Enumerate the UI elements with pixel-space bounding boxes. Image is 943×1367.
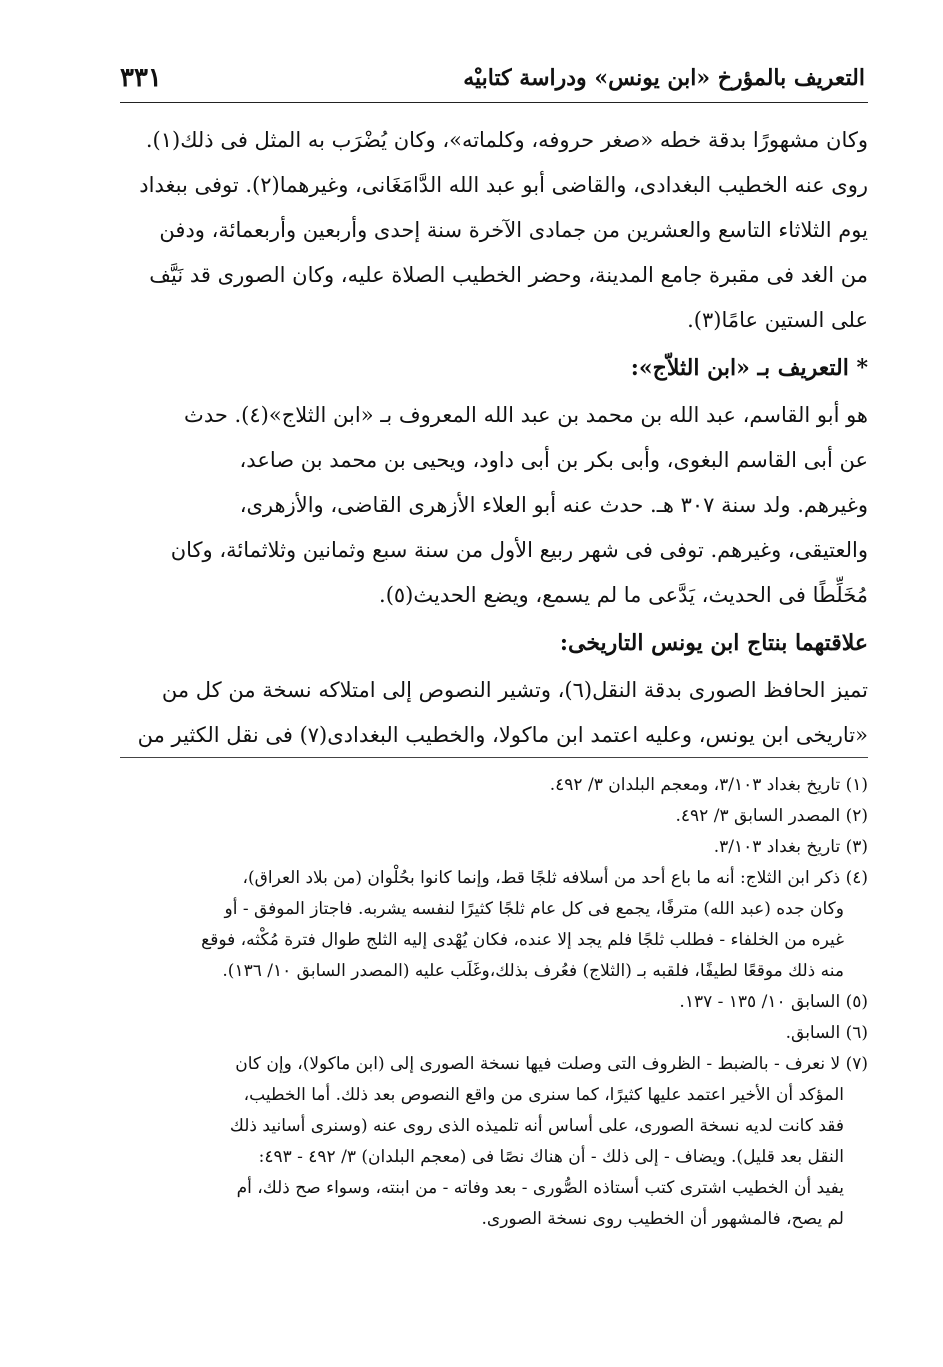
text-line: من الغد فى مقبرة جامع المدينة، وحضر الخطيب الصلاة عليه، وكان الصورى قد نَيَّف bbox=[149, 263, 868, 287]
footnotes bbox=[120, 770, 868, 1235]
footnote-line: (٧) لا نعرف - بالضبط - الظروف التى وصلت فيها نسخة الصورى إلى (ابن ماكولا)، وإن كان bbox=[235, 1054, 868, 1074]
text-line: والعتيقى، وغيرهم. توفى فى شهر ربيع الأول من سنة سبع وثمانين وثلاثمائة، وكان bbox=[170, 538, 868, 562]
text-line: مُخَلِّطًا فى الحديث، يَدَّعى ما لم يسمع، ويضع الحديث(٥). bbox=[379, 583, 868, 607]
footnote-3 bbox=[120, 832, 868, 863]
main-text bbox=[120, 118, 868, 758]
text-line: روى عنه الخطيب البغدادى، والقاضى أبو عبد الله الدَّامَغَانى، وغيرهما(٢). توفى ببغداد bbox=[139, 173, 868, 197]
footnote-line: (٢) المصدر السابق ٣/ ٤٩٢. bbox=[675, 806, 868, 826]
footnote-line: غيره من الخلفاء - فطلب ثلجًا فلم يجد إلا عنده، فكان يُهْدى إليه الثلج طوال فترة مُكْثه، فوقع bbox=[201, 930, 844, 950]
paragraph-relation bbox=[120, 668, 868, 758]
footnote-line: منه ذلك موقعًا لطيفًا، فلقبه بـ (الثلاج) فعُرف بذلك،وغَلَب عليه (المصدر السابق ١٠/ ١٣٦). bbox=[222, 961, 844, 981]
page-number: ٣٣١ bbox=[120, 63, 162, 93]
running-header bbox=[120, 58, 865, 98]
footnote-rule bbox=[120, 757, 868, 758]
footnote-line: فقد كانت لديه نسخة الصورى، على أساس أنه تلميذه الذى روى عنه (وسنرى أسانيد ذلك bbox=[229, 1116, 844, 1136]
footnote-7 bbox=[120, 1049, 868, 1235]
footnote-line: (١) تاريخ بغداد ٣/١٠٣، ومعجم البلدان ٣/ ٤٩٢. bbox=[549, 775, 868, 795]
footnote-line: لم يصح، فالمشهور أن الخطيب روى نسخة الصورى. bbox=[481, 1209, 844, 1229]
footnote-line: النقل بعد قليل). ويضاف - إلى ذلك - أن هناك نصًا فى (معجم البلدان) ٣/ ٤٩٢ - ٤٩٣: bbox=[258, 1147, 844, 1167]
text-line: على الستين عامًا(٣). bbox=[687, 308, 868, 332]
paragraph-ibn-al-thallaj bbox=[120, 393, 868, 618]
footnote-line: (٦) السابق. bbox=[785, 1023, 868, 1043]
footnote-line: (٣) تاريخ بغداد ٣/١٠٣. bbox=[713, 837, 868, 857]
text-line: «تاريخى ابن يونس، وعليه اعتمد ابن ماكولا، والخطيب البغدادى(٧) فى نقل الكثير من bbox=[137, 723, 868, 747]
footnote-2 bbox=[120, 801, 868, 832]
text-line: تميز الحافظ الصورى بدقة النقل(٦)، وتشير النصوص إلى امتلاكه نسخة من كل من bbox=[161, 678, 868, 702]
footnote-6 bbox=[120, 1018, 868, 1049]
footnote-line: (٤) ذكر ابن الثلاج: أنه ما باع أحد من أسلافه ثلجًا قط، وإنما كانوا بحُلْوان (من بلاد العراق)، bbox=[242, 868, 868, 888]
text-line: وغيرهم. ولد سنة ٣٠٧ هـ. حدث عنه أبو العلاء الأزهرى القاضى، والأزهرى، bbox=[239, 493, 868, 517]
text-line: هو أبو القاسم، عبد الله بن محمد بن عبد الله المعروف بـ «ابن الثلاج»(٤). حدث bbox=[184, 403, 868, 427]
section-heading-relation: علاقتهما بنتاج ابن يونس التاريخى: bbox=[559, 630, 868, 656]
text-line: عن أبى القاسم البغوى، وأبى بكر بن أبى داود، ويحيى بن محمد بن صاعد، bbox=[239, 448, 868, 472]
footnote-1 bbox=[120, 770, 868, 801]
footnote-5 bbox=[120, 987, 868, 1018]
running-title: التعريف بالمؤرخ «ابن يونس» ودراسة كتابيْه bbox=[463, 65, 865, 91]
footnote-line: المؤكد أن الأخير اعتمد عليها كثيرًا، كما سنرى من واقع النصوص بعد ذلك. أما الخطيب، bbox=[243, 1085, 844, 1105]
paragraph-al-suri-continued bbox=[120, 118, 868, 343]
footnote-line: وكان جده (عبد الله) مترفًا، يجمع فى كل عام ثلجًا كثيرًا لنفسه يشربه. فاجتاز الموفق - أو bbox=[224, 899, 844, 919]
footnote-line: يفيد أن الخطيب اشترى كتب أستاذه الصُّورى - بعد وفاته - من ابنته، وسواء صح ذلك، أم bbox=[236, 1178, 844, 1198]
footnote-line: (٥) السابق ١٠/ ١٣٥ - ١٣٧. bbox=[679, 992, 868, 1012]
text-line: وكان مشهورًا بدقة خطه «صغر حروفه، وكلماته»، وكان يُضْرَب به المثل فى ذلك(١). bbox=[145, 128, 868, 152]
text-line: يوم الثلاثاء التاسع والعشرين من جمادى الآخرة سنة إحدى وأربعين وأربعمائة، ودفن bbox=[159, 218, 868, 242]
section-heading-ibn-al-thallaj: * التعريف بـ «ابن الثلاّج»: bbox=[630, 355, 868, 381]
footnote-4 bbox=[120, 863, 868, 987]
header-rule bbox=[120, 102, 868, 103]
